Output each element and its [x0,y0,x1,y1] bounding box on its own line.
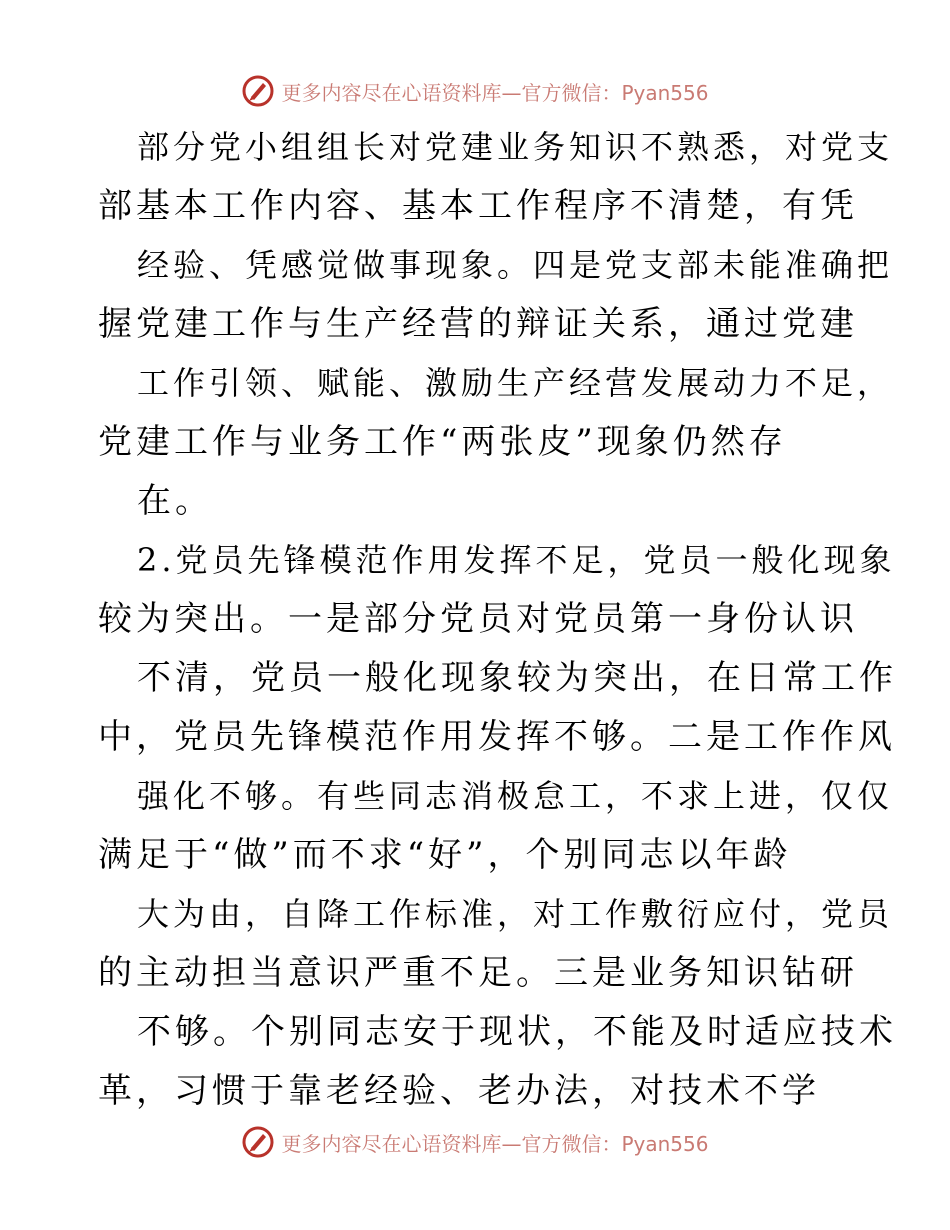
footer-watermark-text: 更多内容尽在心语资料库—官方微信：Pyan556 [281,1131,709,1156]
body-line: 握党建工作与生产经营的辩证关系，通过党建 [98,304,858,344]
body-line: 强化不够。有些同志消极怠工，不求上进，仅仅 [137,777,894,815]
body-line: 革，习惯于靠老经验、老办法，对技术不学 [98,1071,820,1111]
body-line: 中，党员先锋模范作用发挥不够。二是工作作风 [98,717,896,757]
body-line: 2.党员先锋模范作用发挥不足，党员一般化现象 [137,541,896,579]
body-line: 满足于“做”而不求“好”，个别同志以年龄 [98,835,792,875]
logo-icon [241,1125,275,1159]
body-line: 在。 [137,481,213,521]
body-line: 不清，党员一般化现象较为突出，在日常工作 [137,658,897,698]
body-line: 的主动担当意识严重不足。三是业务知识钻研 [98,953,858,993]
body-line: 工作引领、赋能、激励生产经营发展动力不足， [137,364,894,402]
body-line: 党建工作与业务工作“两张皮”现象仍然存 [98,422,787,462]
body-line: 部分党小组组长对党建业务知识不熟悉，对党支 [137,128,894,166]
body-line: 不够。个别同志安于现状，不能及时适应技术 [137,1012,897,1052]
body-line: 部基本工作内容、基本工作程序不清楚，有凭 [98,186,858,226]
body-line: 较为突出。一是部分党员对党员第一身份认识 [98,599,858,639]
body-line: 经验、凭感觉做事现象。四是党支部未能准确把 [137,246,894,284]
footer-watermark [0,1122,950,1162]
header-watermark [0,71,950,111]
logo-icon [241,74,275,108]
body-line: 大为由，自降工作标准，对工作敷衍应付，党员 [137,895,894,933]
header-watermark-text: 更多内容尽在心语资料库—官方微信：Pyan556 [281,80,709,105]
